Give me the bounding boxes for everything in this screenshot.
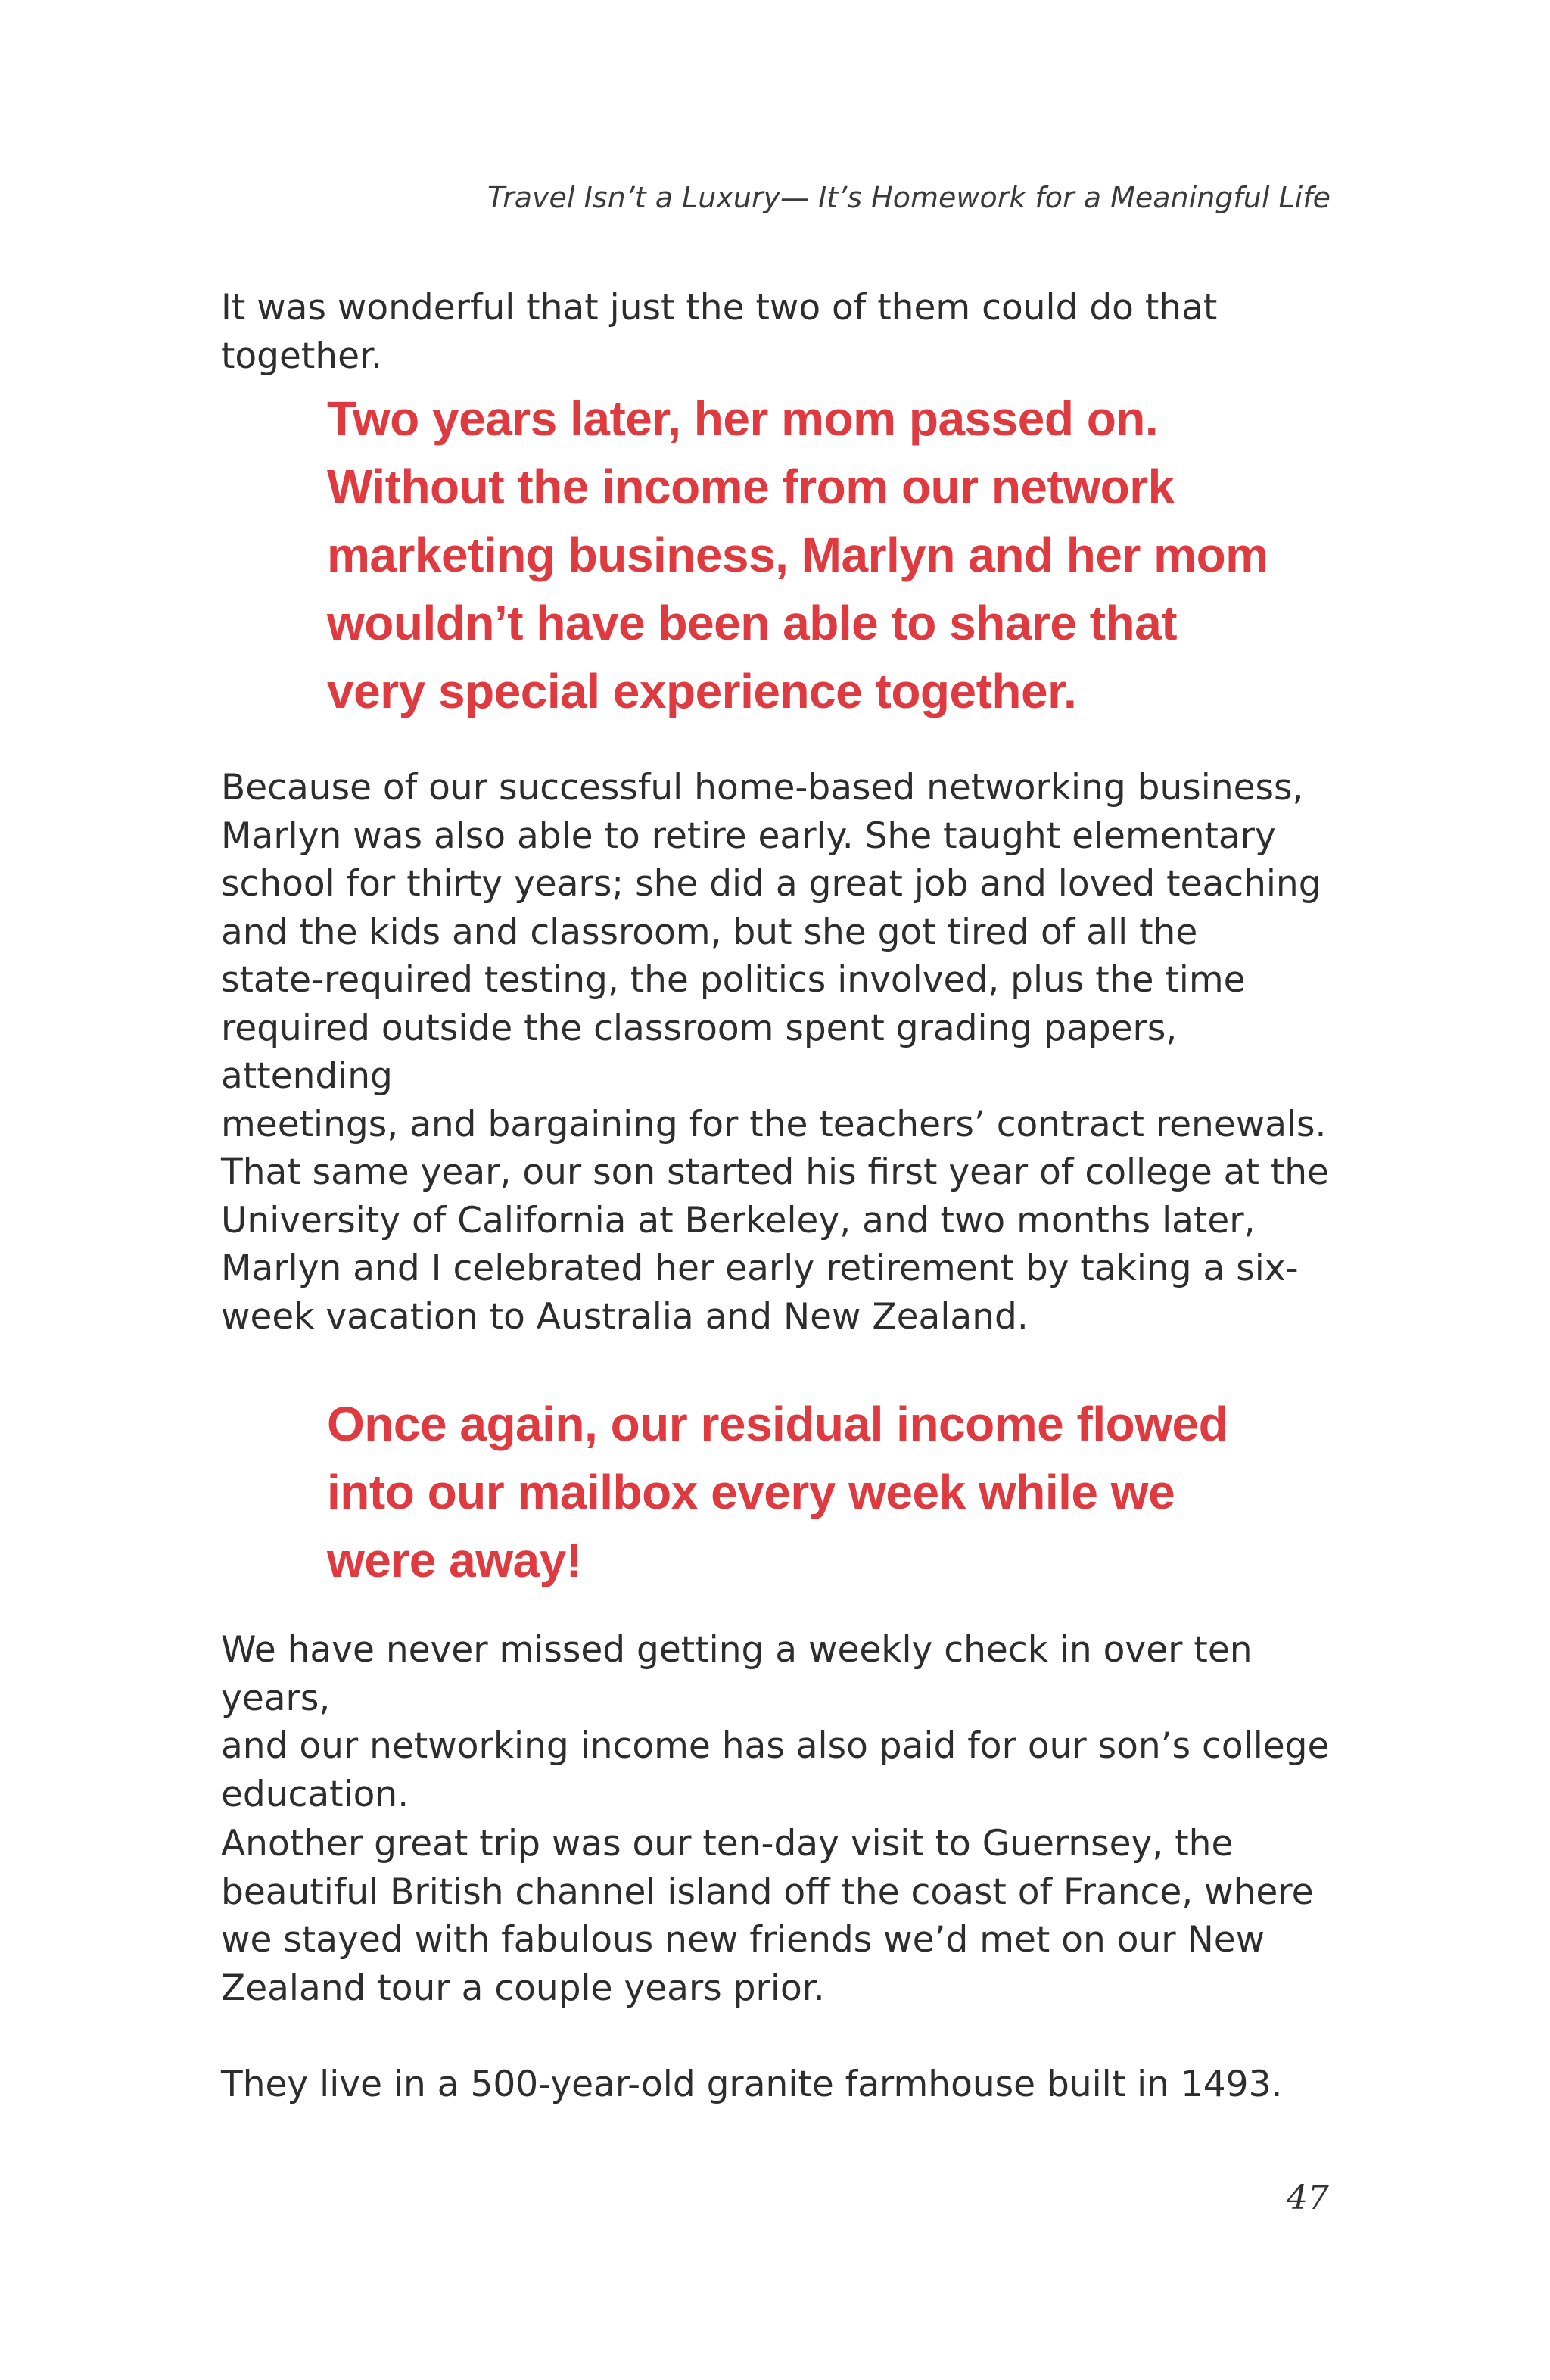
body-paragraph: That same year, our son started his first year of college at the University of California at Berkeley, and two months later, Marlyn and I celebrated her early retirement by taking a six- week vacation to Australia and New Zealand. (221, 1151, 1329, 1338)
running-header: Travel Isn’t a Luxury— It’s Homework for a Meaningful Life (487, 181, 1331, 214)
body-paragraph: We have never missed getting a weekly check in over ten years, and our networking income has also paid for our son’s college education. (221, 1629, 1330, 1815)
body-paragraph: It was wonderful that just the two of them could do that together. (221, 287, 1218, 377)
body-paragraph: They live in a 500-year-old granite farmhouse built in 1493. (221, 2064, 1283, 2105)
pull-quote: Once again, our residual income flowed into our mailbox every week while we were away! (327, 1397, 1228, 1587)
body-paragraph: Another great trip was our ten-day visit to Guernsey, the beautiful British channel island off the coast of France, where we stayed with fabulous new friends we’d met on our New Zealand tour a couple years prior. (221, 1823, 1314, 2009)
page-number: 47 (1287, 2179, 1329, 2217)
pull-quote: Two years later, her mom passed on. Without the income from our network marketing business, Marlyn and her mom wouldn’t have been able to share that very special experience together. (327, 391, 1268, 718)
body-paragraph: Because of our successful home-based networking business, Marlyn was also able to retire early. She taught elementary school for thirty years; she did a great job and loved teaching and the kids and classroom, but she got tired of all the state-required testing, the politics involved, plus the time required outside the classroom spent grading papers, attending meetings, and bargaining for the teachers’ contract renewals. (221, 767, 1327, 1145)
